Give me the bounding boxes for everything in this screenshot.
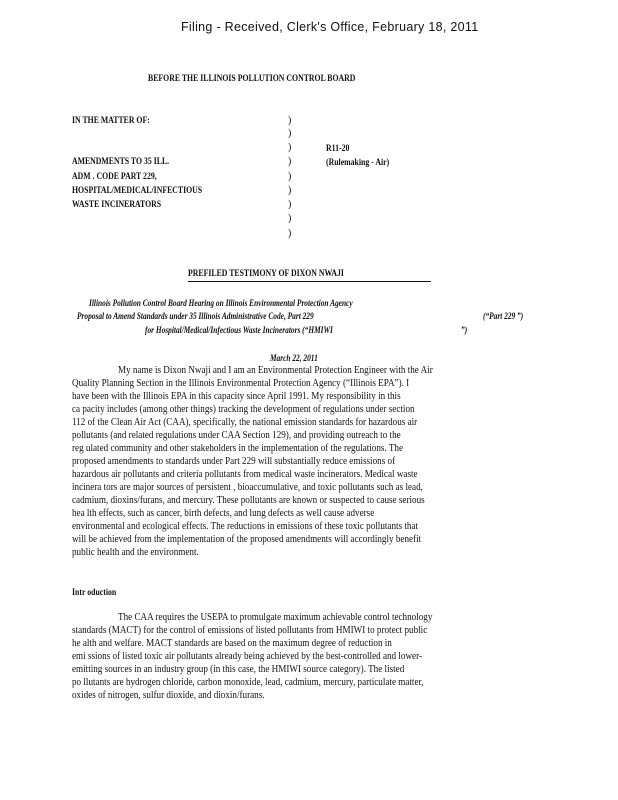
para2-line: emitting sources in an industry group (in this case, the HMIWI source category). The listed <box>72 664 405 675</box>
para1-line: will be achieved from the implementation of the proposed amendments will accordingly benefit <box>72 534 422 545</box>
para1-line: ca pacity includes (among other things) tracking the development of regulations under section <box>72 404 415 415</box>
caption-line-1: AMENDMENTS TO 35 ILL. <box>72 157 170 167</box>
para1-line: have been with the Illinois EPA in this capacity since April 1991. My responsibility in this <box>72 391 401 402</box>
caption-paren: ) <box>288 213 292 224</box>
caption-paren: ) <box>288 128 292 139</box>
caption-paren: ) <box>288 199 292 210</box>
caption-paren: ) <box>288 228 292 239</box>
caption-line-4: WASTE INCINERATORS <box>72 200 162 210</box>
para2-line: po llutants are hydrogen chloride, carbon monoxide, lead, cadmium, mercury, particulate matter, <box>72 677 424 688</box>
caption-paren: ) <box>288 156 292 167</box>
board-title: BEFORE THE ILLINOIS POLLUTION CONTROL BOARD <box>148 74 356 84</box>
caption-paren: ) <box>288 142 292 153</box>
hearing-line-2: Proposal to Amend Standards under 35 Illinois Administrative Code, Part 229 <box>77 311 314 321</box>
para1-line: environmental and ecological effects. The reductions in emissions of these toxic pollutants that <box>72 521 419 532</box>
testimony-title: PREFILED TESTIMONY OF DIXON NWAJI <box>188 269 344 279</box>
caption-paren: ) <box>288 185 292 196</box>
para1-line: proposed amendments to standards under Part 229 will substantially reduce emissions of <box>72 456 396 467</box>
hearing-line-3-end: ”) <box>461 325 468 335</box>
para1-line: cadmium, dioxins/furans, and mercury. These pollutants are known or suspected to cause serious <box>72 495 425 506</box>
para1-line: pollutants (and related regulations under CAA Section 129), and providing outreach to the <box>72 430 401 441</box>
caption-in-matter: IN THE MATTER OF: <box>72 116 150 126</box>
para1-line: Quality Planning Section in the Illinois Environmental Protection Agency (“Illinois EPA”). I <box>72 378 410 389</box>
hearing-part-ref: (“Part 229 ”) <box>483 311 524 321</box>
para1-line: public health and the environment. <box>72 547 199 558</box>
rulemaking-type: (Rulemaking - Air) <box>326 158 390 168</box>
para2-line: he alth and welfare. MACT standards are based on the maximum degree of reduction in <box>72 638 392 649</box>
caption-line-2: ADM . CODE PART 229, <box>72 172 157 182</box>
testimony-date: March 22, 2011 <box>270 353 318 363</box>
para1-line: reg ulated community and other stakeholders in the implementation of the regulations. The <box>72 443 404 454</box>
caption-paren: ) <box>288 171 292 182</box>
para1-line: My name is Dixon Nwaji and I am an Environmental Protection Engineer with the Air <box>118 365 433 376</box>
caption-paren: ) <box>288 115 292 126</box>
caption-line-3: HOSPITAL/MEDICAL/INFECTIOUS <box>72 186 203 196</box>
para2-line: standards (MACT) for the control of emissions of listed pollutants from HMIWI to protect public <box>72 625 428 636</box>
hearing-line-3: for Hospital/Medical/Infectious Waste Incinerators (“HMIWI <box>145 325 333 335</box>
para2-line: oxides of nitrogen, sulfur dioxide, and dioxin/furans. <box>72 690 265 701</box>
hearing-line-1: Illinois Pollution Control Board Hearing on Illinois Environmental Protection Agency <box>89 298 353 308</box>
intro-heading: Intr oduction <box>72 588 117 598</box>
para2-line: The CAA requires the USEPA to promulgate maximum achievable control technology <box>118 612 433 623</box>
para1-line: 112 of the Clean Air Act (CAA), specifically, the national emission standards for hazardous air <box>72 417 418 428</box>
title-underline <box>188 281 431 282</box>
para1-line: hea lth effects, such as cancer, birth defects, and lung defects as well cause adverse <box>72 508 375 519</box>
para2-line: emi ssions of listed toxic air pollutants already being achieved by the best-controlled and lower- <box>72 651 422 662</box>
docket-number: R11-20 <box>326 144 350 154</box>
para1-line: incinera tors are major sources of persistent , bioaccumulative, and toxic pollutants such as lead, <box>72 482 423 493</box>
filing-header: Filing - Received, Clerk's Office, February 18, 2011 <box>181 20 479 34</box>
para1-line: hazardous air pollutants and criteria pollutants from medical waste incinerators. Medical waste <box>72 469 418 480</box>
